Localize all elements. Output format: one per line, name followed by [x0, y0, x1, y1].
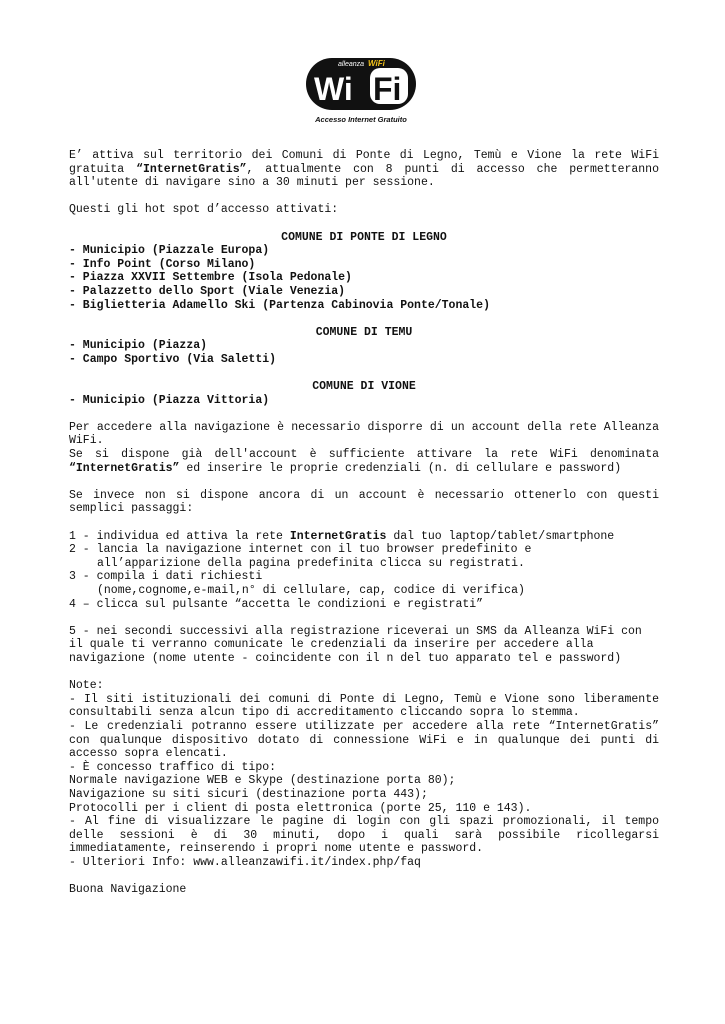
step-1: [69, 530, 659, 544]
note-5-info-link[interactable]: - Ulteriori Info: www.alleanzawifi.it/index.php/faq: [69, 855, 421, 869]
access-paragraph-1: Per accedere alla navigazione è necessario disporre di un account della rete Alleanza WiFi.: [69, 420, 659, 448]
comune-heading-ponte-di-legno: COMUNE DI PONTE DI LEGNO: [281, 230, 447, 244]
hotspot-item: - Municipio (Piazza): [69, 339, 208, 353]
access-paragraph-2: [69, 448, 659, 475]
hotspots-intro: Questi gli hot spot d’accesso attivati:: [69, 203, 339, 217]
logo-wi: Wi: [314, 71, 353, 107]
hotspot-item: - Municipio (Piazza Vittoria): [69, 393, 270, 407]
hotspot-list-vione: [69, 394, 659, 408]
comune-heading-vione: COMUNE DI VIONE: [312, 380, 416, 394]
note-3-item-web: Normale navigazione WEB e Skype (destinazione porta 80);: [69, 774, 456, 788]
logo-brand-small: alleanza: [338, 61, 365, 68]
intro-text-1: E’ attiva sul territorio dei Comuni di Ponte di Legno, Temù e Vione la rete WiFi gratuita: [69, 149, 659, 176]
alleanza-wifi-logo[interactable]: [304, 52, 418, 126]
closing-text: Buona Navigazione: [69, 883, 187, 897]
notes-title: Note:: [69, 679, 104, 693]
note-3-item-mail: Protocolli per i client di posta elettronica (porte 25, 110 e 143).: [69, 801, 532, 815]
intro-text-2: , attualmente con 8 punti di accesso che permetteranno all'utente di navigare sino a 30 minuti per sessione.: [69, 162, 659, 190]
step-3-continuation: (nome,cognome,e-mail,n° di cellulare, cap, codice di verifica): [97, 584, 525, 597]
hotspot-item: - Campo Sportivo (Via Saletti): [69, 352, 277, 366]
document-body: [69, 149, 659, 897]
logo-tagline: Accesso Internet Gratuito: [315, 115, 407, 124]
step-1-text-b: dal tuo laptop/tablet/smartphone: [386, 529, 615, 543]
access-network-name: “InternetGratis”: [69, 461, 180, 475]
access-text-b: ed inserire le proprie credenziali (n. di cellulare e password): [179, 461, 622, 475]
hotspot-item: - Municipio (Piazzale Europa): [69, 244, 270, 258]
note-4: - Al fine di visualizzare le pagine di login con gli spazi promozionali, il tempo delle sessioni è di 30 minuti, dopo i quali sarà possibile ricollegarsi immediatamente, reinserendo i propri nome utente e password.: [69, 815, 659, 856]
logo-fi: Fi: [373, 71, 402, 107]
hotspot-list-ponte-di-legno: [69, 244, 659, 312]
logo-brand-accent: WiFi: [368, 59, 385, 68]
intro-network-name: “InternetGratis”: [136, 162, 247, 176]
step-2: 2 - lancia la navigazione internet con il tuo browser predefinito e: [69, 543, 532, 557]
note-3: - È concesso traffico di tipo:: [69, 760, 277, 774]
step-4: 4 – clicca sul pulsante “accetta le condizioni e registrati”: [69, 597, 484, 611]
intro-paragraph: [69, 149, 659, 190]
no-account-paragraph: Se invece non si dispone ancora di un account è necessario ottenerlo con questi semplici passaggi:: [69, 488, 659, 516]
note-1: - Il siti istituzionali dei comuni di Ponte di Legno, Temù e Vione sono liberamente consultabili senza alcun tipo di accreditamento cliccando sopra lo stemma.: [69, 692, 659, 720]
step-3: 3 - compila i dati richiesti: [69, 570, 263, 584]
step-2-continuation: all’apparizione della pagina predefinita clicca su registrati.: [97, 556, 525, 570]
access-text-a: Se si dispone già dell'account è sufficiente attivare la rete WiFi denominata: [69, 448, 659, 462]
note-3-item-secure: Navigazione su siti sicuri (destinazione porta 443);: [69, 787, 428, 801]
step-1-text-a: 1 - individua ed attiva la rete: [69, 529, 290, 543]
step-5: 5 - nei secondi successivi alla registrazione riceverai un SMS da Alleanza WiFi con il quale ti verranno comunicate le credenziali da inserire per accedere alla navigazione (nome utente - coincidente con il n del tuo apparato tel e password): [69, 624, 642, 665]
hotspot-list-temu: [69, 339, 659, 366]
note-2: - Le credenziali potranno essere utilizzate per accedere alla rete “InternetGratis” con qualunque dispositivo dotato di connessione WiFi e in qualunque dei punti di accesso sopra elencati.: [69, 719, 659, 761]
hotspot-item: - Palazzetto dello Sport (Viale Venezia): [69, 284, 346, 298]
hotspot-item: - Info Point (Corso Milano): [69, 257, 256, 271]
hotspot-item: - Biglietteria Adamello Ski (Partenza Cabinovia Ponte/Tonale): [69, 298, 490, 312]
hotspot-item: - Piazza XXVII Settembre (Isola Pedonale): [69, 271, 352, 285]
comune-heading-temu: COMUNE DI TEMU: [315, 325, 413, 339]
step-1-network-name: InternetGratis: [289, 529, 387, 543]
